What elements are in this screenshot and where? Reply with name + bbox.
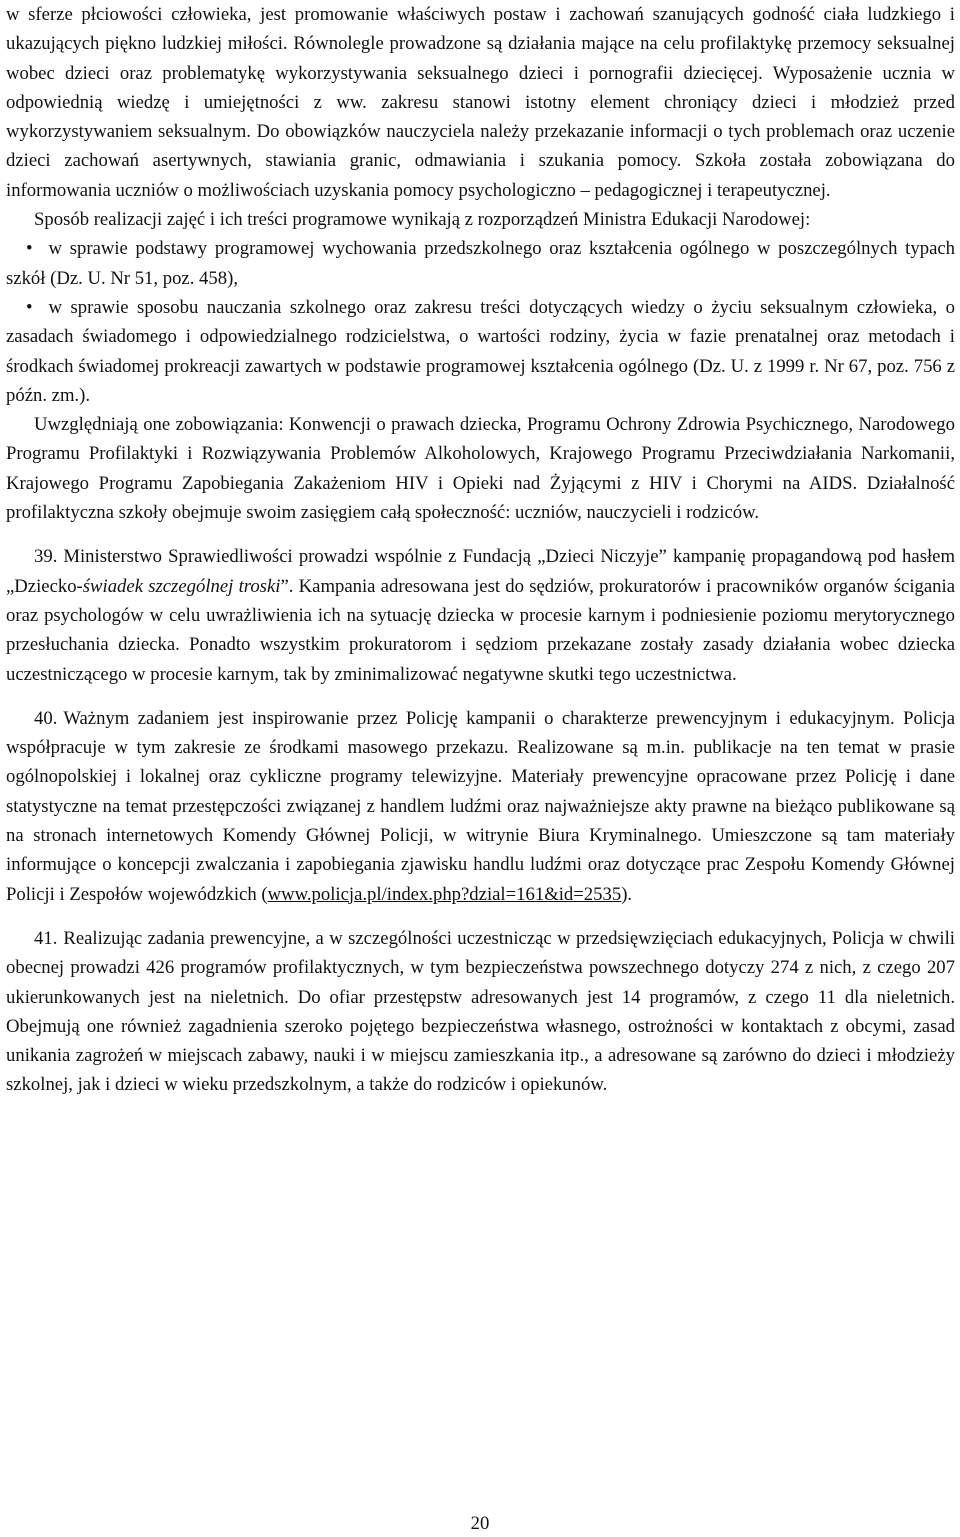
section-number: 40. (34, 707, 58, 729)
paragraph-obligations: Uwzględniają one zobowiązania: Konwencji o prawach dziecka, Programu Ochrony Zdrowia Psychicznego, Narodowego Programu Profilaktyki i Rozwiązywania Problemów Alkoholowych, Krajowego Programu Przeciwdziałania Narkomanii, Krajowego Programu Zapobiegania Zakażeniom HIV i Opieki nad Żyjącymi z HIV i Chorymi na AIDS. Działalność profilaktyczna szkoły obejmuje swoim zasięgiem całą społeczność: uczniów, nauczycieli i rodziców. (6, 414, 955, 524)
section-text: ). (621, 883, 633, 905)
section-39 (6, 542, 955, 688)
section-41 (6, 924, 955, 1100)
bullet-text: w sprawie sposobu nauczania szkolnego oraz zakresu treści dotyczących wiedzy o życiu seksualnym człowieka, o zasadach świadomego i odpowiedzialnego rodzicielstwa, o wartości rodziny, życia w fazie prenatalnej oraz metodach i środkach świadomej prokreacji zawartych w podstawie programowej kształcenia ogólnego (Dz. U. z 1999 r. Nr 67, poz. 756 z późn. zm.). (6, 296, 955, 406)
bullet-item-1 (6, 234, 955, 293)
section-40 (6, 704, 955, 909)
section-text: ”. Kampania adresowana jest do sędziów, prokuratorów i pracowników organów ścigania oraz psychologów w celu uwrażliwienia ich na sytuację dziecka w procesie karnym i podniesienie poziomu merytorycznego przesłuchania dziecka. Ponadto wszystkim prokuratorom i sędziom przekazane zostały zasady działania wobec dziecka uczestniczącego w procesie karnym, tak by zminimalizować negatywne skutki tego uczestnictwa. (6, 575, 955, 685)
bullet-item-2 (6, 293, 955, 410)
section-number: 41. (34, 927, 58, 949)
document-page (6, 0, 955, 1100)
section-text-italic: świadek szczególnej troski (82, 575, 281, 597)
paragraph-regulations: Sposób realizacji zajęć i ich treści programowe wynikają z rozporządzeń Ministra Edukacji Narodowej: (34, 209, 811, 231)
bullet-dot-icon: • (26, 238, 33, 260)
section-text: Ważnym zadaniem jest inspirowanie przez Policję kampanii o charakterze prewencyjnym i edukacyjnym. Policja współpracuje w tym zakresie ze środkami masowego przekazu. Realizowane są m.in. publikacje na ten temat w prasie ogólnopolskiej i lokalnej oraz cykliczne programy telewizyjne. Materiały prewencyjne opracowane przez Policję i dane statystyczne na temat przestępczości związanej z handlem ludźmi oraz najważniejsze akty prawne na bieżąco publikowane są na stronach internetowych Komendy Głównej Policji, w witrynie Biura Kryminalnego. Umieszczone są tam materiały informujące o koncepcji zwalczania i zapobiegania zjawisku handlu ludźmi oraz dotyczące prac Zespołu Komendy Głównej Policji i Zespołów wojewódzkich ( (6, 707, 955, 905)
section-number: 39. (34, 546, 58, 568)
bullet-dot-icon: • (26, 296, 33, 318)
section-text: Realizując zadania prewencyjne, a w szczególności uczestnicząc w przedsięwzięciach edukacyjnych, Policja w chwili obecnej prowadzi 426 programów profilaktycznych, w tym bezpieczeństwa powszechnego dotyczy 274 z nich, z czego 207 ukierunkowanych jest na nieletnich. Do ofiar przestępstw adresowanych jest 14 programów, z czego 11 dla nieletnich. Obejmują one również zagadnienia szeroko pojętego bezpieczeństwa własnego, ostrożności w kontaktach z obcymi, zasad unikania zagrożeń w miejscach zabawy, nauki i w miejscu zamieszkania itp., a adresowane są zarówno do dzieci i młodzieży szkolnej, jak i dzieci w wieku przedszkolnym, a także do rodziców i opiekunów. (6, 927, 955, 1096)
section-text: Ministerstwo Sprawiedliwości prowadzi wspólnie z Fundacją „Dzieci Niczyje” kampanię propagandową pod hasłem „Dziecko- (6, 546, 955, 597)
policja-link[interactable]: www.policja.pl/index.php?dzial=161&id=2535 (267, 883, 622, 905)
bullet-text: w sprawie podstawy programowej wychowania przedszkolnego oraz kształcenia ogólnego w poszczególnych typach szkół (Dz. U. Nr 51, poz. 458), (6, 238, 955, 289)
page-number: 20 (470, 1513, 490, 1534)
paragraph-intro: w sferze płciowości człowieka, jest promowanie właściwych postaw i zachowań szanujących godność ciała ludzkiego i ukazujących piękno ludzkiej miłości. Równolegle prowadzone są działania mające na celu profilaktykę przemocy seksualnej wobec dzieci oraz problematykę wykorzystywania seksualnego dzieci i pornografii dziecięcej. Wyposażenie ucznia w odpowiednią wiedzę i umiejętności z ww. zakresu stanowi istotny element chroniący dzieci i młodzież przed wykorzystywaniem seksualnym. Do obowiązków nauczyciela należy przekazanie informacji o tych problemach oraz uczenie dzieci zachowań asertywnych, stawiania granic, odmawiania i szukania pomocy. Szkoła została zobowiązana do informowania uczniów o możliwościach uzyskania pomocy psychologiczno – pedagogicznej i terapeutycznej. (6, 4, 955, 201)
